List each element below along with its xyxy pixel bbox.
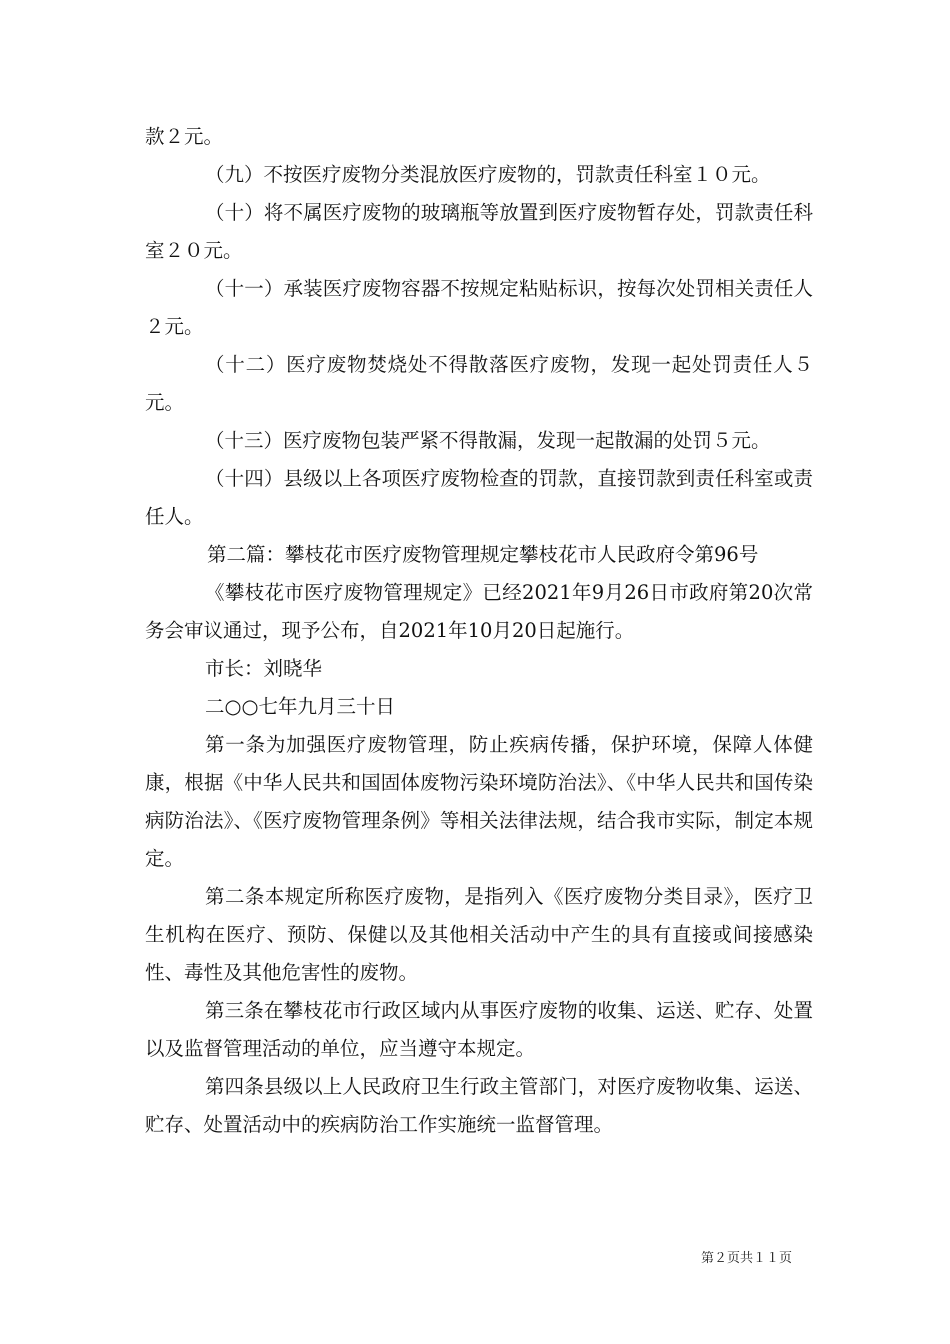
paragraph-date: 二○○七年九月三十日 bbox=[205, 695, 396, 718]
paragraph-article-3: 第三条在攀枝花市行政区域内从事医疗废物的收集、运送、贮存、处置以及监督管理活动的单位，应当遵守本规定。 bbox=[145, 999, 813, 1060]
document-body bbox=[145, 118, 813, 1144]
paragraph-announcement: 《攀枝花市医疗废物管理规定》已经2021年9月26日市政府第20次常务会审议通过，现予公布，自2021年10月20日起施行。 bbox=[145, 581, 813, 642]
paragraph-item-12: （十二）医疗废物焚烧处不得散落医疗废物，发现一起处罚责任人５元。 bbox=[145, 353, 813, 414]
page-number-footer: 第２页共１１页 bbox=[701, 1251, 793, 1266]
paragraph-article-4: 第四条县级以上人民政府卫生行政主管部门，对医疗废物收集、运送、贮存、处置活动中的疾病防治工作实施统一监督管理。 bbox=[145, 1075, 813, 1136]
paragraph-item-9: （九）不按医疗废物分类混放医疗废物的，罚款责任科室１０元。 bbox=[205, 163, 771, 186]
paragraph-mayor: 市长：刘晓华 bbox=[205, 657, 323, 680]
paragraph-article-2: 第二条本规定所称医疗废物，是指列入《医疗废物分类目录》，医疗卫生机构在医疗、预防、保健以及其他相关活动中产生的具有直接或间接感染性、毒性及其他危害性的废物。 bbox=[145, 885, 813, 984]
paragraph-fine-continuation: 款２元。 bbox=[145, 125, 224, 148]
section-heading: 第二篇：攀枝花市医疗废物管理规定攀枝花市人民政府令第96号 bbox=[207, 543, 759, 566]
paragraph-item-11: （十一）承装医疗废物容器不按规定粘贴标识，按每次处罚相关责任人２元。 bbox=[145, 277, 813, 338]
paragraph-item-10: （十）将不属医疗废物的玻璃瓶等放置到医疗废物暂存处，罚款责任科室２０元。 bbox=[145, 201, 813, 262]
paragraph-article-1: 第一条为加强医疗废物管理，防止疾病传播，保护环境，保障人体健康，根据《中华人民共和国固体废物污染环境防治法》、《中华人民共和国传染病防治法》、《医疗废物管理条例》等相关法律法规，结合我市实际，制定本规定。 bbox=[145, 733, 813, 870]
paragraph-item-14: （十四）县级以上各项医疗废物检查的罚款，直接罚款到责任科室或责任人。 bbox=[145, 467, 813, 528]
paragraph-item-13: （十三）医疗废物包装严紧不得散漏，发现一起散漏的处罚５元。 bbox=[205, 429, 771, 452]
